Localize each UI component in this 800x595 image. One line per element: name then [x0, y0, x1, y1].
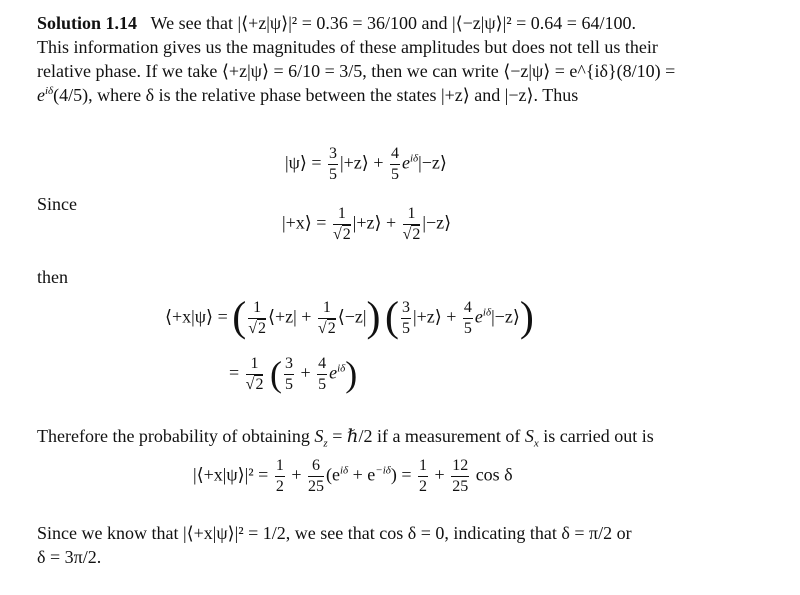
eq5-frac3: $\frac{1}{2}$	[419, 457, 428, 495]
para3-line1: Since we know that |⟨+x|ψ⟩|² = 1/2, we see that cos δ = 0, indicating that δ = π/2 or	[37, 523, 632, 543]
since-label: Since	[37, 194, 77, 214]
eq2-term2: |−z⟩	[422, 212, 452, 233]
eq5-cos: cos δ	[475, 464, 513, 485]
eq1-e: e	[401, 152, 410, 173]
probability-sentence: Therefore the probability of obtaining $S_z$ = ℏ/2 if a measurement of $S_x$ is carried out is	[37, 426, 654, 450]
then-label: then	[37, 267, 68, 287]
eq3-open: (	[232, 294, 247, 341]
eq3-term3: |+z⟩ +	[412, 306, 457, 327]
eq4-frac3: $\frac{4}{5}$	[318, 355, 327, 393]
solution-paragraph	[37, 14, 765, 124]
eq2-frac1: $\frac{1}{√2}$	[332, 205, 351, 243]
eq5-frac4: $\frac{12}{25}$	[452, 457, 469, 495]
eq1-frac2: $\frac{4}{5}$	[390, 145, 399, 183]
solution-heading: Solution 1.14	[37, 13, 138, 33]
para1-line1: We see that |⟨+z|ψ⟩|² = 0.36 = 36/100 and |⟨−z|ψ⟩|² = 0.64 = 64/100.	[150, 13, 636, 33]
eq5-frac2: $\frac{6}{25}$	[307, 457, 324, 495]
eq4-e-sup: iδ	[337, 362, 346, 375]
equation-probability	[193, 458, 513, 495]
eq1-term1: |+z⟩ +	[340, 152, 384, 173]
para1-line4-e: e	[37, 85, 45, 105]
eq5-mid: + e	[348, 464, 376, 485]
eq5-end: ) =	[390, 464, 412, 485]
eq4-plus: +	[300, 362, 311, 383]
eq3-term2: ⟨−z|	[337, 306, 367, 327]
para1-line2: This information gives us the magnitudes of these amplitudes but does not tell us their	[37, 37, 658, 57]
eq4-frac1: $\frac{1}{√2}$	[245, 355, 264, 393]
conclusion-paragraph	[37, 524, 765, 574]
eq1-term2: |−z⟩	[418, 152, 447, 173]
equation-amplitude-simplified	[229, 356, 357, 393]
equation-amplitude	[165, 294, 534, 341]
para1-line4-rest: (4/5), where δ is the relative phase between the states |+z⟩ and |−z⟩. Thus	[53, 85, 579, 105]
eq1-e-sup: iδ	[409, 152, 419, 165]
eq5-paren: (e	[325, 464, 340, 485]
eq3-term4: |−z⟩	[491, 306, 520, 327]
eq5-plus2: +	[434, 464, 445, 485]
eq3-close2: )	[519, 294, 534, 341]
eq2-term1: |+z⟩ +	[352, 212, 397, 233]
eq4-open: (	[269, 354, 282, 395]
eq3-frac1: $\frac{1}{√2}$	[248, 299, 266, 337]
eq5-lhs: |⟨+x|ψ⟩|² =	[193, 464, 269, 485]
equation-psi	[285, 146, 447, 183]
eq3-lhs: ⟨+x|ψ⟩ =	[165, 306, 228, 327]
eq5-sup2: −iδ	[375, 464, 391, 477]
eq4-close: )	[345, 354, 358, 395]
eq4-frac2: $\frac{3}{5}$	[284, 355, 293, 393]
eq1-lhs: |ψ⟩ =	[285, 152, 322, 173]
eq1-frac1: $\frac{3}{5}$	[329, 145, 338, 183]
eq3-frac4: $\frac{4}{5}$	[463, 299, 472, 337]
equation-plus-x	[282, 206, 451, 243]
para3-line2: δ = 3π/2.	[37, 547, 102, 567]
eq4-eq: =	[229, 362, 240, 383]
eq3-e: e	[474, 306, 483, 327]
eq3-frac2: $\frac{1}{√2}$	[317, 299, 336, 337]
eq5-frac1: $\frac{1}{2}$	[275, 457, 284, 495]
eq3-term1: ⟨+z| +	[268, 306, 312, 327]
eq3-frac3: $\frac{3}{5}$	[401, 299, 410, 337]
eq2-lhs: |+x⟩ =	[282, 212, 327, 233]
eq3-close: )	[366, 294, 381, 341]
eq3-e-sup: iδ	[482, 306, 492, 319]
eq3-open2: (	[384, 294, 399, 341]
para1-line3: relative phase. If we take ⟨+z|ψ⟩ = 6/10 = 3/5, then we can write ⟨−z|ψ⟩ = e^{iδ}(8/10) =	[37, 61, 676, 81]
eq4-e: e	[329, 362, 338, 383]
eq2-frac2: $\frac{1}{√2}$	[402, 205, 421, 243]
eq5-plus1: +	[291, 464, 302, 485]
eq5-sup1: iδ	[339, 464, 349, 477]
para1-line4-sup: iδ	[45, 85, 54, 97]
